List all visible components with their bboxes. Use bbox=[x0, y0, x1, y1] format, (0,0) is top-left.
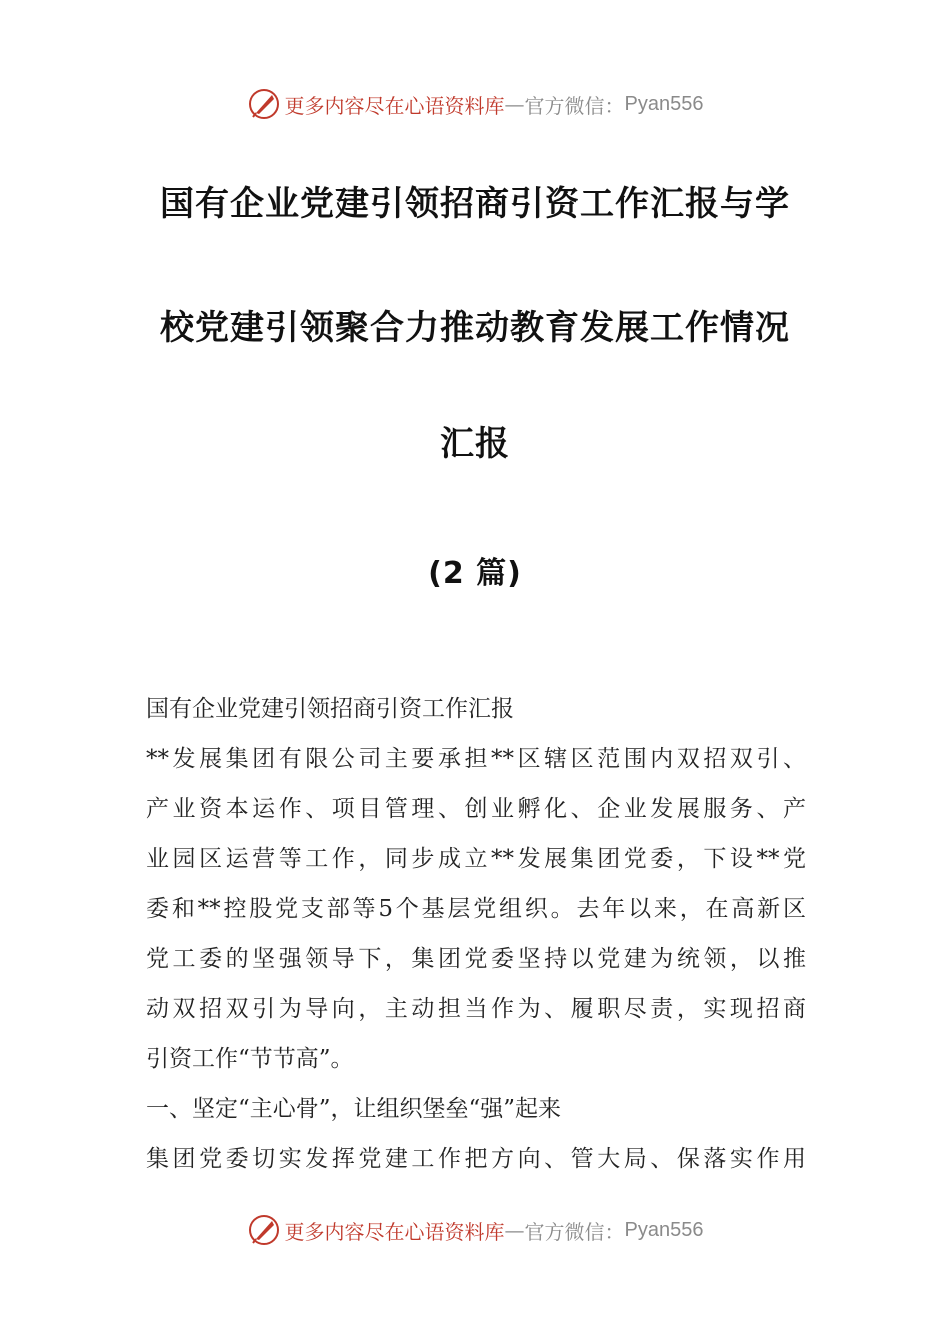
watermark-wechat-id: Pyan556 bbox=[624, 92, 704, 115]
feather-pen-logo-icon bbox=[247, 87, 281, 121]
doc-title-line-3: 汇报 bbox=[440, 424, 510, 464]
paragraph-line: 引资工作“节节高”。 bbox=[146, 1046, 354, 1072]
doc-title-count: (2 篇) bbox=[428, 556, 522, 591]
subsection-heading: 一、坚定“主心骨”，让组织堡垒“强”起来 bbox=[146, 1096, 562, 1122]
watermark-text: 更多内容尽在心语资料库 bbox=[284, 93, 505, 118]
watermark-wechat-label: 官方微信： bbox=[524, 1219, 625, 1244]
watermark-dash: — bbox=[504, 92, 525, 116]
doc-title-line-2: 校党建引领聚合力推动教育发展工作情况 bbox=[160, 308, 790, 348]
doc-title-line-1: 国有企业党建引领招商引资工作汇报与学 bbox=[160, 184, 790, 224]
watermark-wechat-id: Pyan556 bbox=[624, 1218, 704, 1241]
watermark-text: 更多内容尽在心语资料库 bbox=[284, 1219, 505, 1244]
paragraph-line: 产业资本运作、项目管理、创业孵化、企业发展服务、产 bbox=[146, 796, 806, 822]
paragraph-line: 动双招双引为导向，主动担当作为、履职尽责，实现招商 bbox=[146, 996, 806, 1022]
paragraph-line: 委和**控股党支部等5个基层党组织。去年以来，在高新区 bbox=[146, 896, 806, 922]
feather-pen-logo-icon bbox=[247, 1213, 281, 1247]
watermark-wechat-label: 官方微信： bbox=[524, 93, 625, 118]
paragraph-line: 集团党委切实发挥党建工作把方向、管大局、保落实作用 bbox=[146, 1146, 806, 1172]
paragraph-line: 业园区运营等工作，同步成立**发展集团党委，下设**党 bbox=[146, 846, 806, 872]
section-heading: 国有企业党建引领招商引资工作汇报 bbox=[146, 696, 514, 722]
paragraph-line: **发展集团有限公司主要承担**区辖区范围内双招双引、 bbox=[146, 746, 806, 772]
paragraph-line: 党工委的坚强领导下，集团党委坚持以党建为统领，以推 bbox=[146, 946, 806, 972]
watermark-banner-top bbox=[0, 84, 950, 124]
watermark-dash: — bbox=[504, 1218, 525, 1242]
watermark-banner-bottom bbox=[0, 1210, 950, 1250]
